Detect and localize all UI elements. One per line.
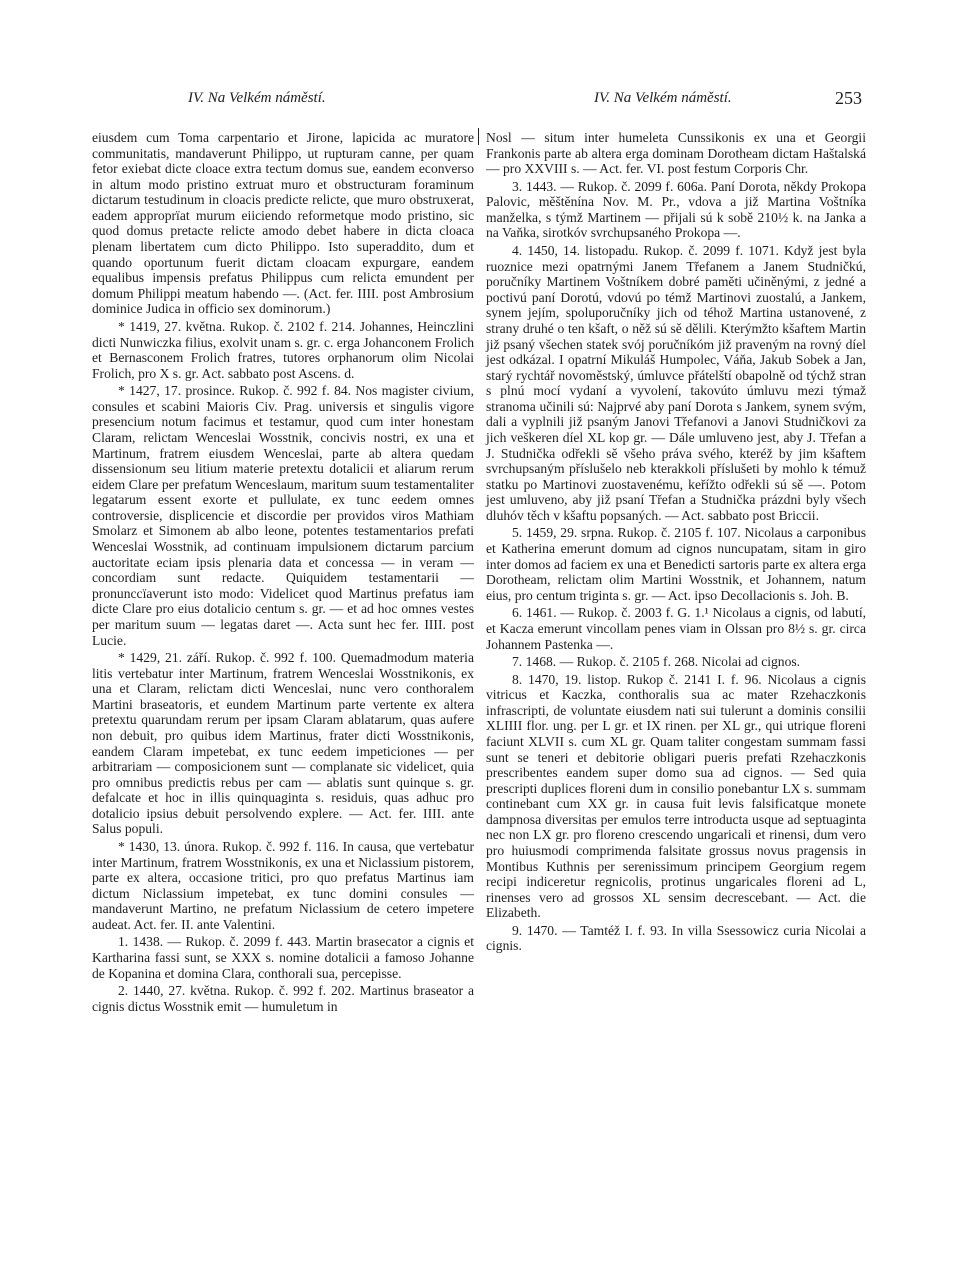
paragraph: Nosl — situm inter humeleta Cunssikonis ex una et Georgii Frankonis parte ab altera erga dominam Dorotheam dictam Haštalská — pro XXVIII s. — Act. fer. VI. post festum Corporis Chr.: [486, 130, 866, 177]
running-header-left: IV. Na Velkém náměstí.: [188, 90, 326, 106]
paragraph: 6. 1461. — Rukop. č. 2003 f. G. 1.¹ Nicolaus a cignis, od labutí, et Kacza emerunt vincollam penes viam in Olssan pro 8½ s. gr. circa Johannem Pastenka —.: [486, 605, 866, 652]
paragraph: * 1427, 17. prosince. Rukop. č. 992 f. 84. Nos magister civium, consules et scabini Maioris Civ. Prag. universis et singulis vigore presencium notum facimus et testamur, quod cum inter honestam Claram, relictam Wenceslai Wosstnik, concivis nostri, ex una et Martinum, fratrem eiusdem Wenceslai, parte ab altera quedam dissensionum seu litium materie pretextu dotalicii et aliarum rerum eidem Clare per prefatum Wenceslaum, maritum suum testamentaliter legatarum essent exorte et pullulate, ex tunc eedem omnes controversie, displicencie et discordie per providos viros Mathiam Smolarz et Simonem ab albo leone, potentes testamentarios prefati Wenceslai Wosstnik, ad continuam impulsionem dictarum parcium auctoritate eciam ipsis plenaria data et concessa — in veram — concordiam sunt redacte. Quiquidem testamentarii — pronunccïaverunt isto modo: Videlicet quod Martinus prefatus iam dicte Clare pro eius dotalicio centum s. gr. — et ad hoc omnes vestes per maritum suum — legatas daret —. Acta sunt hec fer. IIII. post Lucie.: [92, 383, 474, 648]
paragraph: 5. 1459, 29. srpna. Rukop. č. 2105 f. 107. Nicolaus a carponibus et Katherina emerunt domum ad cignos nuncupatam, sitam in giro inter domos ad faciem ex una et Benedicti sartoris parte ex altera erga Dorotheam, relictam olim Martini Wosstnik, et Johannem, natum eius, pro centum triginta s. gr. — Act. ipso Decollacionis s. Joh. B.: [486, 525, 866, 603]
column-rule: [478, 128, 479, 145]
paragraph: * 1429, 21. září. Rukop. č. 992 f. 100. Quemadmodum materia litis vertebatur inter Martinum, fratrem Wenceslai Wosstnikonis, ex una et Claram, relictam dicti Wenceslai, nunc vero conthoralem Martini braseatoris, et eundem Martinum parte vertente ex altera pretextu quarundam rerum per ipsam Claram ablatarum, quas aufere non debuit, pro quibus idem Martinus, frater dicti Wosstnikonis, eandem Claram impetebat, ex tunc eedem impeticiones — per arbitrariam — composicionem sunt — complanate sic videlicet, quia pro omnibus predictis rebus per cam — ablatis sunt quinque s. gr. defalcate et hoc in illis quinquaginta s. residuis, quas adhuc pro dotalicio ipsius debuit persolvendo explere. — Act. fer. IIII. ante Salus populi.: [92, 650, 474, 837]
paragraph: 4. 1450, 14. listopadu. Rukop. č. 2099 f. 1071. Když jest byla ruoznice mezi opatrnými Janem Třefanem a Janem Studničkú, poručníky Martinem Voštníkem dobré paměti učiněnými, z jedné a poctivú paní Dorotú, vdovú po témž Martinovi zuostalú, a Jankem, synem jejím, spoluporučníky jich od téhož Martina ustanovené, z strany druhé o ten kšaft, o něž sú sě dělili. Kterýmžto kšaftem Martin již psaný všechen statek svój poručníkóm již praveným na rovný díel jest odkázal. I opatrní Mikuláš Humpolec, Váňa, Jakub Sobek a Jan, starý rychtář novoměstský, úmluvce přátelští obapolně od týchž stran s plnú mocí vydaní a vyvolení, takovúto úmluvu mezi týmaž stranoma učinili sú: Najprvé aby paní Dorota s Jankem, synem svým, dali a vyplnili již psaným Janovi Třefanovi a Janovi Studničkovi za jich veškeren díel XL kop gr. — Dále umluveno jest, aby J. Třefan a J. Studnička odřekli sě všeho práva svého, kteréž by jim kšaftem svrchupsaným příslušelo neb kterakkoli příslušeti by mohlo k témuž statku po Martinovi zuostavenému, keřížto odřekli sú sě —. Potom jest umluveno, aby již psaní Třefan a Studnička prázdni byly všech dluhóv těch v kšaftu popsaných. — Act. sabbato post Briccii.: [486, 243, 866, 523]
paragraph: 7. 1468. — Rukop. č. 2105 f. 268. Nicolai ad cignos.: [512, 654, 801, 670]
paragraph: eiusdem cum Toma carpentario et Jirone, lapicida ac muratore communitatis, mandaverunt Philippo, ut rupturam canne, per quam fetor exiebat dicte cloace extra tectum domus sue, eandem econverso in altum modo pristino extruat muro et obstructuram foraminum dictarum testudinum in cloacis predicte relicte, que muro obstruxerat, eadem approprïat murum eiiciendo reformetque modo pristino, sic quod domus pretacte relicte amodo debet habere in dicta cloaca plenam libertatem cum dicto Philippo. Isto superaddito, dum et quando oportunum fuerit dictam cloacam expurgare, eandem equalibus impensis prefatus Philippus cum relicta emundent per domum Philippi meatum habendo —. (Act. fer. IIII. post Ambrosium dominice Judica in officio sex dominorum.): [92, 130, 474, 317]
left-column: [92, 130, 474, 1014]
paragraph: 1. 1438. — Rukop. č. 2099 f. 443. Martin brasecator a cignis et Kartharina fassi sunt, se XXX s. nomine dotalicii a famoso Johanne de Kopanina et domina Clara, conthorali sua, percepisse.: [92, 934, 474, 981]
paragraph: 8. 1470, 19. listop. Rukop č. 2141 I. f. 96. Nicolaus a cignis vitricus et Kaczka, conthoralis sua ac mater Rzehaczkonis infrascripti, de voluntate eiusdem nati sui tulerunt a dominis consilii XLIIII flor. ung. per L gr. et IX rinen. per XL gr., qui utrique floreni faciunt XLVII s. cum XL gr. Quam taliter congestam summam fassi sunt se teneri et debitorie obligari pueris prefati Rzehaczkonis prescribentes eandem super domo sua ad cignos. — Sed quia prescripti duplices floreni dum in consilio ponebantur LX s. summam continebant cum XX gr. in causa fuit levis falsificatque monete dampnosa diversitas per emulos terre introducta usque ad septuaginta nec non LX gr. pro floreno crescendo ungaricali et rinensi, dum vero pro huiusmodi comprimenda falsitate grossus novus pragensis in Montibus Kuthnis per serenissimum principem Georgium regem recipi indiceretur regnicolis, protinus ungaricales floreni ad L, rinenses vero ad grossos XL sensim decrescebant. — Act. die Elizabeth.: [486, 671, 866, 921]
running-header-right: IV. Na Velkém náměstí.: [594, 90, 732, 106]
paragraph: 3. 1443. — Rukop. č. 2099 f. 606a. Paní Dorota, někdy Prokopa Palovic, měštěnína Nov. M. Pr., vdova a již Martina Voštníka manželka, s týmž Martinem — přijali sú k sobě 210½ k. na Janka a na Vaňka, sirotkóv svrchupsaného Prokopa —.: [486, 178, 866, 241]
paragraph: * 1419, 27. května. Rukop. č. 2102 f. 214. Johannes, Heinczlini dicti Nunwiczka filius, exolvit unam s. gr. c. erga Johanconem Frolich et Bernasconem Frolich fratres, tutores orphanorum olim Nicolai Frolich, pro X s. gr. Act. sabbato post Ascens. d.: [92, 318, 474, 381]
right-column: [486, 130, 866, 954]
page-number: 253: [835, 88, 862, 108]
paragraph: * 1430, 13. února. Rukop. č. 992 f. 116. In causa, que vertebatur inter Martinum, fratrem Wosstnikonis, ex una et Niclassium pistorem, parte ex altera, occasione tritici, pro quo prefatus Martinus iam dictum Niclassium impetebat, ex tunc domini consules — mandaverunt Martino, ne prefatum Niclassium de cetero impetere audeat. Act. fer. II. ante Valentini.: [92, 839, 474, 932]
paragraph: 9. 1470. — Tamtéž I. f. 93. In villa Ssessowicz curia Nicolai a cignis.: [486, 922, 866, 954]
paragraph: 2. 1440, 27. května. Rukop. č. 992 f. 202. Martinus braseator a cignis dictus Wosstnik emit — humuletum in: [92, 983, 474, 1014]
